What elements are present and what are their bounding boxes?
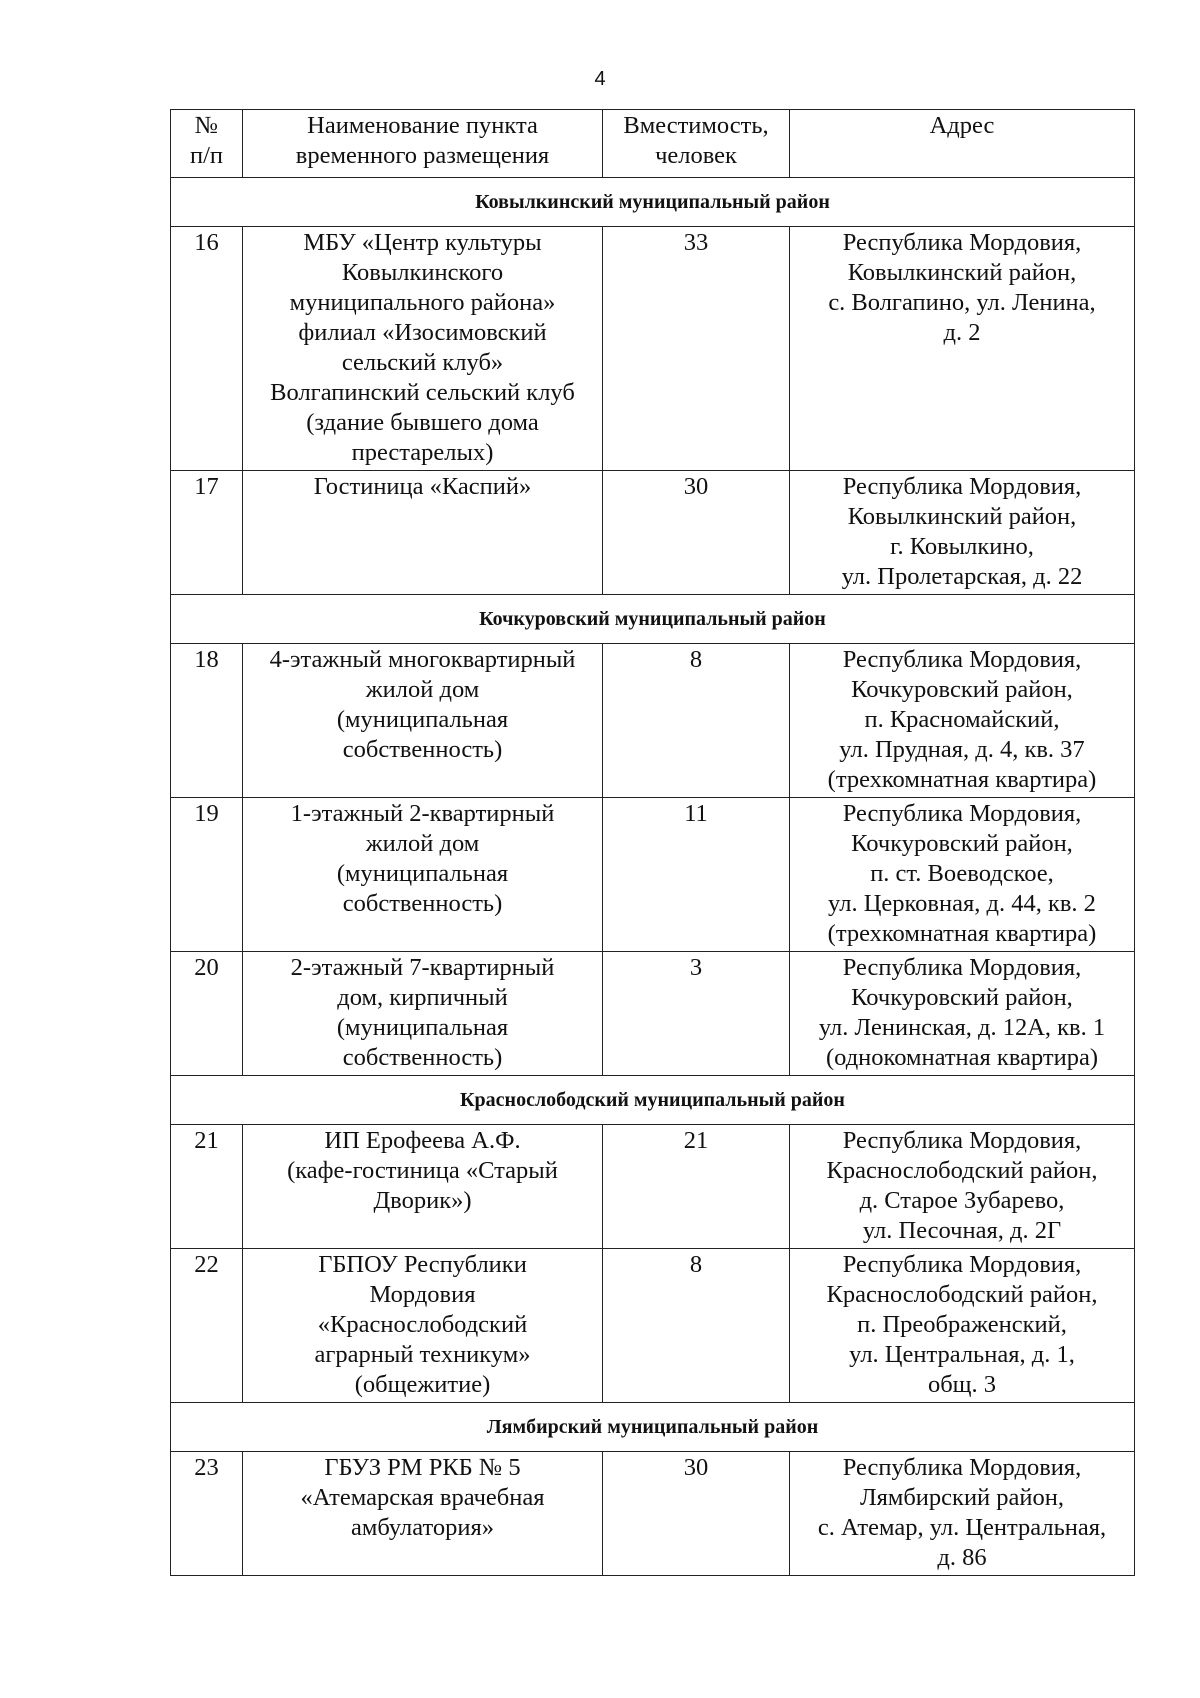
accommodation-table [170,109,1135,1576]
table-row [171,471,1135,595]
row-address: Республика Мордовия, Кочкуровский район, ул. Ленинская, д. 12А, кв. 1 (однокомнатная квартира) [790,952,1135,1076]
row-name: ГБПОУ Республики Мордовия «Краснослободский аграрный техникум» (общежитие) [243,1249,603,1403]
row-number: 20 [171,952,243,1076]
table-row [171,1249,1135,1403]
section-title: Ковылкинский муниципальный район [171,178,1135,227]
row-capacity: 30 [603,1452,790,1576]
section-row [171,1076,1135,1125]
row-name: 2-этажный 7-квартирный дом, кирпичный (муниципальная собственность) [243,952,603,1076]
row-name: ГБУЗ РМ РКБ № 5 «Атемарская врачебная амбулатория» [243,1452,603,1576]
row-name: Гостиница «Каспий» [243,471,603,595]
row-address: Республика Мордовия, Краснослободский район, д. Старое Зубарево, ул. Песочная, д. 2Г [790,1125,1135,1249]
row-capacity: 30 [603,471,790,595]
row-name: МБУ «Центр культуры Ковылкинского муниципального района» филиал «Изосимовский сельский клуб» Волгапинский сельский клуб (здание бывшего дома престарелых) [243,227,603,471]
page-number: 4 [594,68,606,90]
table-row [171,798,1135,952]
row-name: 1-этажный 2-квартирный жилой дом (муниципальная собственность) [243,798,603,952]
header-number: № п/п [171,110,243,178]
table-row [171,1452,1135,1576]
row-address: Республика Мордовия, Ковылкинский район, с. Волгапино, ул. Ленина, д. 2 [790,227,1135,471]
table-header-row [171,110,1135,178]
row-address: Республика Мордовия, Лямбирский район, с. Атемар, ул. Центральная, д. 86 [790,1452,1135,1576]
section-row [171,595,1135,644]
row-number: 22 [171,1249,243,1403]
row-capacity: 33 [603,227,790,471]
section-title: Кочкуровский муниципальный район [171,595,1135,644]
row-address: Республика Мордовия, Ковылкинский район, г. Ковылкино, ул. Пролетарская, д. 22 [790,471,1135,595]
section-row [171,1403,1135,1452]
row-number: 21 [171,1125,243,1249]
row-address: Республика Мордовия, Кочкуровский район, п. Красномайский, ул. Прудная, д. 4, кв. 37 (трехкомнатная квартира) [790,644,1135,798]
row-capacity: 8 [603,1249,790,1403]
row-capacity: 3 [603,952,790,1076]
row-number: 18 [171,644,243,798]
row-capacity: 21 [603,1125,790,1249]
header-capacity: Вместимость, человек [603,110,790,178]
row-number: 17 [171,471,243,595]
row-name: ИП Ерофеева А.Ф. (кафе-гостиница «Старый Дворик») [243,1125,603,1249]
section-title: Лямбирский муниципальный район [171,1403,1135,1452]
section-title: Краснослободский муниципальный район [171,1076,1135,1125]
row-address: Республика Мордовия, Кочкуровский район, п. ст. Воеводское, ул. Церковная, д. 44, кв. 2 (трехкомнатная квартира) [790,798,1135,952]
row-capacity: 11 [603,798,790,952]
row-number: 23 [171,1452,243,1576]
table-row [171,1125,1135,1249]
section-row [171,178,1135,227]
row-capacity: 8 [603,644,790,798]
header-name: Наименование пункта временного размещения [243,110,603,178]
table-row [171,227,1135,471]
row-number: 16 [171,227,243,471]
row-address: Республика Мордовия, Краснослободский район, п. Преображенский, ул. Центральная, д. 1, общ. 3 [790,1249,1135,1403]
header-address: Адрес [790,110,1135,178]
row-name: 4-этажный многоквартирный жилой дом (муниципальная собственность) [243,644,603,798]
row-number: 19 [171,798,243,952]
table-row [171,644,1135,798]
table-row [171,952,1135,1076]
